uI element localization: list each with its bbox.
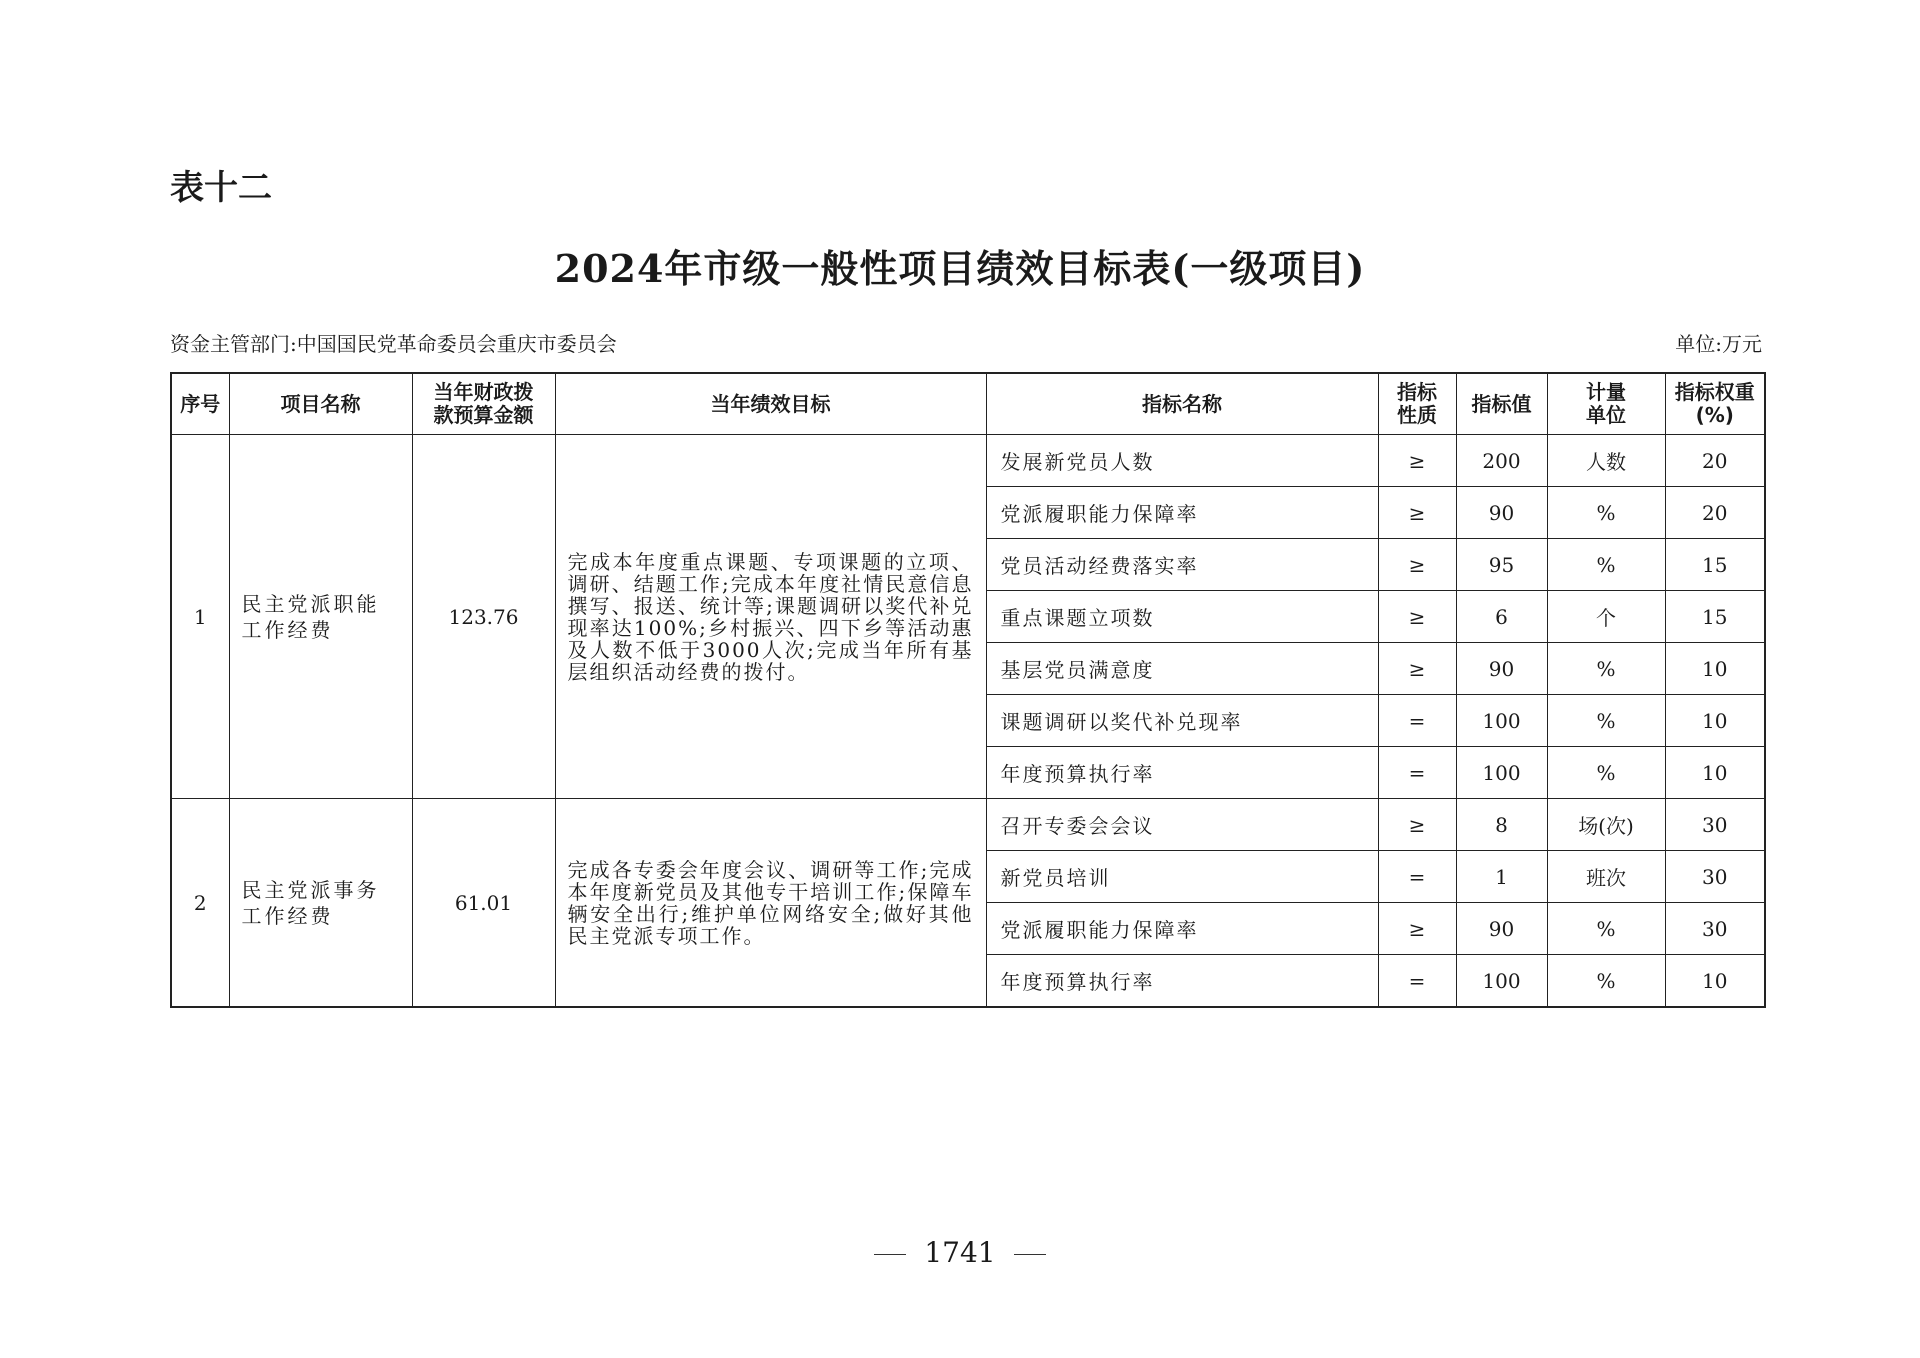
indicator-value: 200 (1456, 435, 1547, 487)
page-number (0, 1236, 1920, 1269)
header-unit-line1: 计量 (1586, 380, 1626, 404)
indicator-nature: = (1378, 695, 1456, 747)
indicator-nature: ≥ (1378, 591, 1456, 643)
indicator-weight: 20 (1665, 435, 1765, 487)
project-seq: 2 (171, 799, 229, 1008)
indicator-nature: ≥ (1378, 643, 1456, 695)
indicator-name: 党派履职能力保障率 (986, 903, 1378, 955)
indicator-weight: 30 (1665, 851, 1765, 903)
indicator-unit: 班次 (1547, 851, 1665, 903)
header-unit-line2: 单位 (1586, 403, 1626, 427)
header-project-name: 项目名称 (229, 373, 412, 435)
header-budget (412, 373, 555, 435)
page-number-value: 1741 (924, 1236, 996, 1269)
indicator-unit: % (1547, 903, 1665, 955)
indicator-weight: 15 (1665, 539, 1765, 591)
department-label: 资金主管部门:中国国民党革命委员会重庆市委员会 (170, 332, 617, 356)
indicator-name: 新党员培训 (986, 851, 1378, 903)
indicator-unit: % (1547, 955, 1665, 1008)
project-name: 民主党派事务工作经费 (229, 799, 412, 1008)
indicator-name: 党员活动经费落实率 (986, 539, 1378, 591)
project-goal: 完成各专委会年度会议、调研等工作;完成本年度新党员及其他专干培训工作;保障车辆安全出行;维护单位网络安全;做好其他民主党派专项工作。 (555, 799, 986, 1008)
indicator-name: 发展新党员人数 (986, 435, 1378, 487)
indicator-weight: 10 (1665, 695, 1765, 747)
indicator-name: 召开专委会会议 (986, 799, 1378, 851)
project-budget: 61.01 (412, 799, 555, 1008)
header-budget-line1: 当年财政拨 (433, 380, 534, 404)
indicator-unit: % (1547, 643, 1665, 695)
indicator-unit: 人数 (1547, 435, 1665, 487)
indicator-nature: = (1378, 747, 1456, 799)
header-seq: 序号 (171, 373, 229, 435)
indicator-value: 1 (1456, 851, 1547, 903)
indicator-nature: ≥ (1378, 487, 1456, 539)
unit-label: 单位:万元 (1675, 332, 1762, 356)
indicator-weight: 10 (1665, 747, 1765, 799)
indicator-weight: 30 (1665, 799, 1765, 851)
indicator-name: 课题调研以奖代补兑现率 (986, 695, 1378, 747)
indicator-value: 90 (1456, 643, 1547, 695)
header-indicator-name: 指标名称 (986, 373, 1378, 435)
page-number-dash-right (1014, 1254, 1046, 1255)
indicator-value: 6 (1456, 591, 1547, 643)
indicator-unit: % (1547, 695, 1665, 747)
indicator-weight: 10 (1665, 955, 1765, 1008)
project-seq: 1 (171, 435, 229, 799)
header-value: 指标值 (1456, 373, 1547, 435)
indicator-unit: 个 (1547, 591, 1665, 643)
indicator-value: 90 (1456, 487, 1547, 539)
indicator-name: 年度预算执行率 (986, 955, 1378, 1008)
indicator-weight: 20 (1665, 487, 1765, 539)
indicator-value: 100 (1456, 955, 1547, 1008)
indicator-name: 年度预算执行率 (986, 747, 1378, 799)
header-unit (1547, 373, 1665, 435)
indicator-unit: % (1547, 747, 1665, 799)
project-budget: 123.76 (412, 435, 555, 799)
indicator-unit: % (1547, 487, 1665, 539)
indicator-nature: ≥ (1378, 539, 1456, 591)
indicator-value: 90 (1456, 903, 1547, 955)
header-weight-line1: 指标权重 (1674, 380, 1755, 404)
project-goal: 完成本年度重点课题、专项课题的立项、调研、结题工作;完成本年度社情民意信息撰写、报送、统计等;课题调研以奖代补兑现率达100%;乡村振兴、四下乡等活动惠及人数不低于3000人次;完成当年所有基层组织活动经费的拨付。 (555, 435, 986, 799)
document-title: 2024年市级一般性项目绩效目标表(一级项目) (554, 246, 1366, 291)
indicator-unit: 场(次) (1547, 799, 1665, 851)
indicator-value: 8 (1456, 799, 1547, 851)
indicator-nature: ≥ (1378, 435, 1456, 487)
header-weight-line2: (%) (1695, 403, 1734, 427)
header-goal: 当年绩效目标 (555, 373, 986, 435)
page-number-dash-left (874, 1254, 906, 1255)
indicator-weight: 15 (1665, 591, 1765, 643)
table-label: 表十二 (170, 168, 272, 208)
indicator-nature: ≥ (1378, 799, 1456, 851)
indicator-nature: = (1378, 955, 1456, 1008)
header-nature (1378, 373, 1456, 435)
indicator-value: 100 (1456, 747, 1547, 799)
header-weight (1665, 373, 1765, 435)
indicator-nature: ≥ (1378, 903, 1456, 955)
indicator-name: 重点课题立项数 (986, 591, 1378, 643)
table-row (171, 799, 1765, 851)
project-name: 民主党派职能工作经费 (229, 435, 412, 799)
indicator-value: 100 (1456, 695, 1547, 747)
indicator-unit: % (1547, 539, 1665, 591)
indicator-value: 95 (1456, 539, 1547, 591)
indicator-name: 党派履职能力保障率 (986, 487, 1378, 539)
performance-table (170, 372, 1766, 1008)
header-nature-line2: 性质 (1397, 403, 1437, 427)
indicator-weight: 10 (1665, 643, 1765, 695)
indicator-weight: 30 (1665, 903, 1765, 955)
header-budget-line2: 款预算金额 (433, 403, 534, 427)
indicator-name: 基层党员满意度 (986, 643, 1378, 695)
table-header-row (171, 373, 1765, 435)
table-row (171, 435, 1765, 487)
indicator-nature: = (1378, 851, 1456, 903)
header-nature-line1: 指标 (1397, 380, 1437, 404)
